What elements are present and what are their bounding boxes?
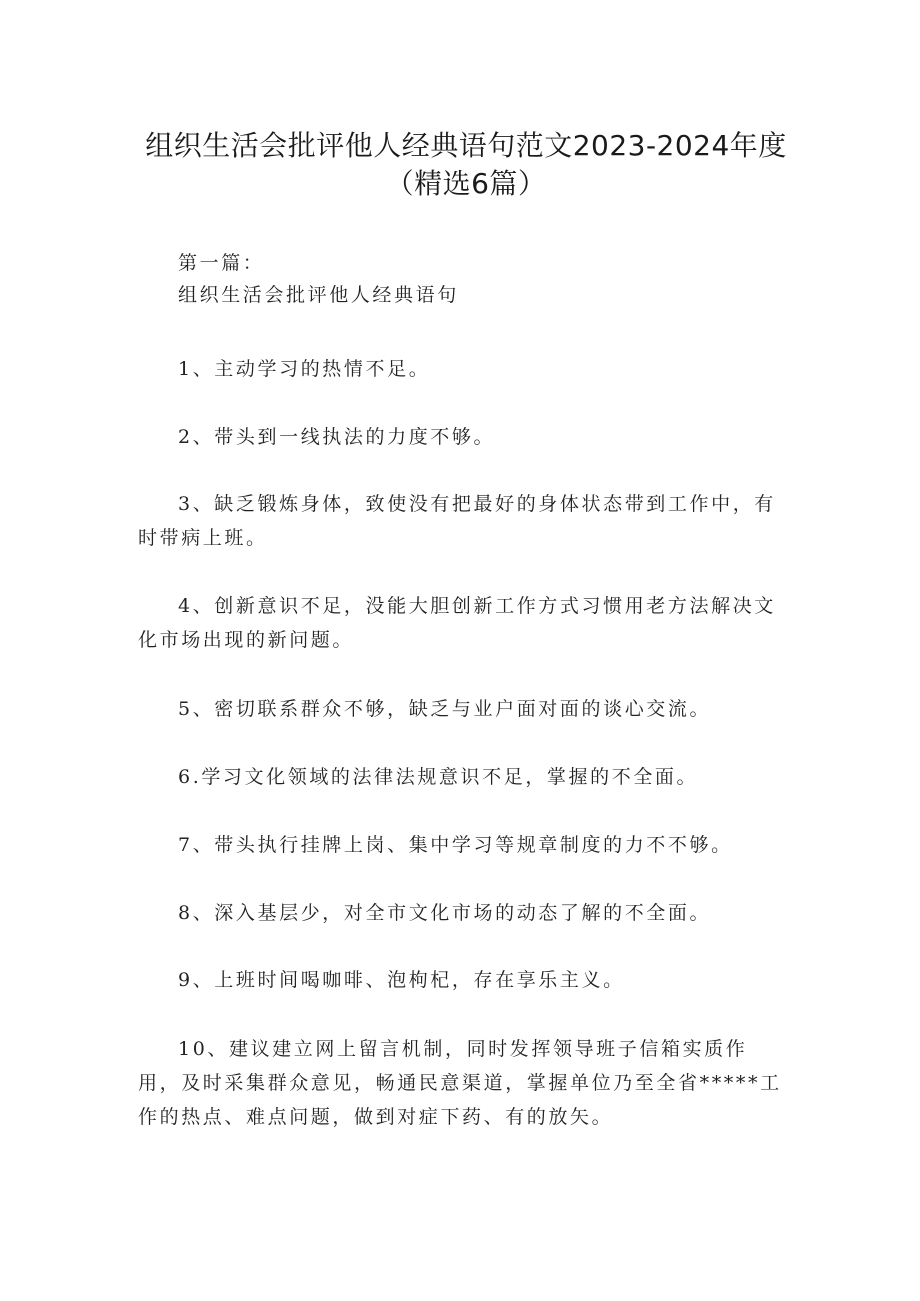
section-heading: 组织生活会批评他人经典语句 — [178, 284, 459, 306]
section-header — [138, 247, 830, 311]
list-item: 2、带头到一线执法的力度不够。 — [178, 426, 496, 448]
list-item: 6.学习文化领域的法律法规意识不足，掌握的不全面。 — [178, 766, 699, 788]
document-title: 组织生活会批评他人经典语句范文2023-2024年度（精选6篇） — [145, 128, 787, 200]
list-item: 1、主动学习的热情不足。 — [178, 358, 431, 380]
list-item: 4、创新意识不足，没能大胆创新工作方式习惯用老方法解决文化市场出现的新问题。 — [138, 595, 776, 651]
list-item: 9、上班时间喝咖啡、泡枸杞，存在享乐主义。 — [178, 969, 625, 991]
section-label: 第一篇： — [178, 252, 265, 274]
list-item: 7、带头执行挂牌上岗、集中学习等规章制度的力不不够。 — [178, 834, 733, 856]
list-item: 8、深入基层少，对全市文化市场的动态了解的不全面。 — [178, 902, 712, 924]
list-item: 10、建议建立网上留言机制，同时发挥领导班子信箱实质作用，及时采集群众意见，畅通民意渠道，掌握单位乃至全省*****工作的热点、难点问题，做到对症下药、有的放矢。 — [138, 1038, 782, 1128]
list-item: 3、缺乏锻炼身体，致使没有把最好的身体状态带到工作中，有时带病上班。 — [138, 493, 776, 549]
list-item: 5、密切联系群众不够，缺乏与业户面对面的谈心交流。 — [178, 698, 712, 720]
